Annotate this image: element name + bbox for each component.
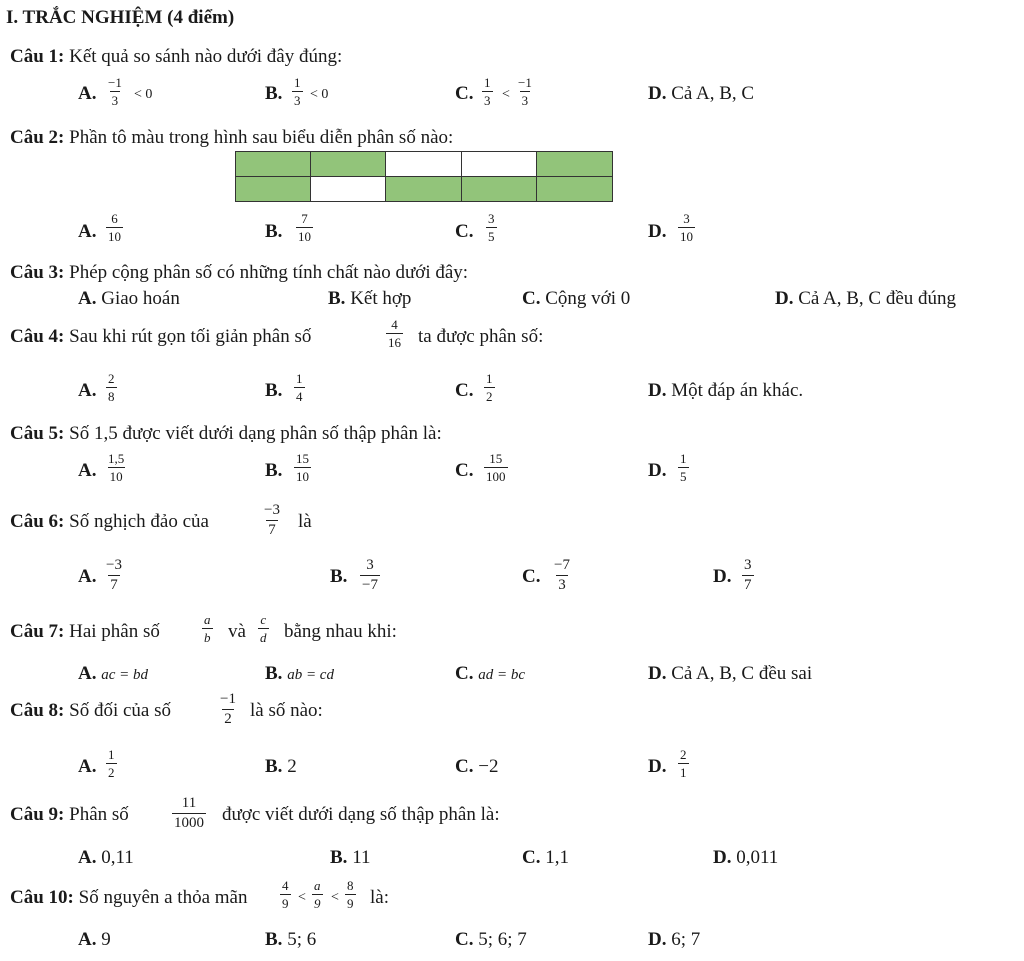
q8-option-d-label[interactable]: D. (648, 756, 667, 777)
q6-fraction: $\frac{-3}{7}$ (264, 502, 280, 538)
q9-option-c[interactable]: C. 1,1 (522, 847, 569, 868)
q8-fraction: $\frac{-1}{2}$ (220, 691, 236, 727)
q2-option-c-fraction: $\frac{3}{5}$ (488, 211, 495, 244)
q7-connector: và (228, 621, 246, 642)
figure-cell (537, 152, 612, 177)
q10-less-than-2: < (331, 890, 339, 905)
q1-option-a-relation: < 0 (134, 87, 153, 102)
shaded-rectangle-figure (235, 151, 613, 202)
q6-option-c-label[interactable]: C. (522, 566, 541, 587)
q4-option-c-fraction: $\frac{1}{2}$ (486, 371, 493, 404)
q1-option-b-fraction: $\frac{1}{3}$ (294, 75, 301, 108)
q8-option-d-fraction: $\frac{2}{1}$ (680, 747, 687, 780)
question-10: Câu 10: Số nguyên a thỏa mãn (10, 887, 248, 908)
q10-fraction-2: $\frac{a}{9}$ (314, 878, 321, 911)
q2-option-d-label[interactable]: D. (648, 221, 667, 242)
question-2: Câu 2: Phần tô màu trong hình sau biểu diễn phân số nào: (10, 127, 454, 148)
q6-option-c-fraction: $\frac{-7}{3}$ (554, 557, 570, 593)
q6-option-b-fraction: $\frac{3}{-7}$ (362, 557, 378, 593)
q5-option-d-label[interactable]: D. (648, 460, 667, 481)
q7-option-a[interactable]: A. ac = bd (78, 663, 149, 684)
q4-option-d[interactable]: D. Một đáp án khác. (648, 380, 804, 401)
q10-option-b[interactable]: B. 5; 6 (265, 929, 317, 950)
q7-fraction-2: $\frac{c}{d}$ (260, 612, 267, 645)
q10-text-after: là: (370, 887, 389, 908)
q2-option-a-fraction: $\frac{6}{10}$ (108, 211, 121, 244)
q1-option-b-label[interactable]: B. (265, 83, 283, 104)
q5-option-d-fraction: $\frac{1}{5}$ (680, 451, 687, 484)
question-7: Câu 7: Hai phân số (10, 621, 160, 642)
q8-option-c[interactable]: C. −2 (455, 756, 499, 777)
q4-option-a-label[interactable]: A. (78, 380, 97, 401)
q8-option-b[interactable]: B. 2 (265, 756, 297, 777)
q10-option-a[interactable]: A. 9 (78, 929, 111, 950)
q2-option-b-label[interactable]: B. (265, 221, 283, 242)
figure-cell (236, 152, 311, 177)
q5-option-a-label[interactable]: A. (78, 460, 97, 481)
q10-option-c[interactable]: C. 5; 6; 7 (455, 929, 527, 950)
question-5: Câu 5: Số 1,5 được viết dưới dạng phân số thập phân là: (10, 423, 442, 444)
q7-option-b[interactable]: B. ab = cd (265, 663, 334, 684)
q5-option-c-label[interactable]: C. (455, 460, 474, 481)
q1-option-c-label[interactable]: C. (455, 83, 474, 104)
q9-option-b[interactable]: B. 11 (330, 847, 371, 868)
q5-option-a-fraction: $\frac{1,5}{10}$ (108, 451, 125, 484)
figure-cell (311, 152, 386, 177)
q9-option-a[interactable]: A. 0,11 (78, 847, 134, 868)
q5-option-b-fraction: $\frac{15}{10}$ (296, 451, 309, 484)
q7-text-after: bằng nhau khi: (284, 621, 397, 642)
question-8: Câu 8: Số đối của số (10, 700, 171, 721)
q7-fraction-1: $\frac{a}{b}$ (204, 612, 211, 645)
section-title: I. TRẮC NGHIỆM (4 điểm) (6, 7, 235, 28)
question-label: Câu 1: (10, 46, 65, 67)
q9-fraction: $\frac{11}{1000}$ (174, 795, 204, 831)
figure-cell (462, 177, 537, 202)
question-6: Câu 6: Số nghịch đảo của (10, 511, 209, 532)
q9-text-after: được viết dưới dạng số thập phân là: (222, 804, 500, 825)
q1-option-c-relation: < (502, 87, 510, 102)
q7-option-d[interactable]: D. Cả A, B, C đều sai (648, 663, 813, 684)
q4-option-b-fraction: $\frac{1}{4}$ (296, 371, 303, 404)
q1-option-d[interactable]: D. Cả A, B, C (648, 83, 755, 104)
q8-text-after: là số nào: (250, 700, 323, 721)
q4-option-b-label[interactable]: B. (265, 380, 283, 401)
q6-option-d-label[interactable]: D. (713, 566, 732, 587)
q1-option-b-relation: < 0 (310, 87, 329, 102)
figure-cell (236, 177, 311, 202)
q6-text-after: là (298, 511, 312, 532)
q5-option-c-fraction: $\frac{15}{100}$ (486, 451, 506, 484)
question-4: Câu 4: Sau khi rút gọn tối giản phân số (10, 326, 312, 347)
q2-option-c-label[interactable]: C. (455, 221, 474, 242)
question-text: Kết quả so sánh nào dưới đây đúng: (69, 46, 343, 67)
q3-option-d[interactable]: D. Cả A, B, C đều đúng (775, 288, 957, 309)
figure-cell (537, 177, 612, 202)
q8-option-a-label[interactable]: A. (78, 756, 97, 777)
q5-option-b-label[interactable]: B. (265, 460, 283, 481)
question-1 (10, 47, 342, 66)
q2-option-b-fraction: $\frac{7}{10}$ (298, 211, 311, 244)
q6-option-a-label[interactable]: A. (78, 566, 97, 587)
q2-option-d-fraction: $\frac{3}{10}$ (680, 211, 693, 244)
q4-text-after: ta được phân số: (418, 326, 544, 347)
q3-option-b[interactable]: B. Kết hợp (328, 288, 412, 309)
q3-option-a[interactable]: A. Giao hoán (78, 288, 180, 309)
q4-fraction: $\frac{4}{16}$ (388, 317, 401, 350)
question-9: Câu 9: Phân số (10, 804, 129, 825)
q1-option-c-fraction-1: $\frac{1}{3}$ (484, 75, 491, 108)
question-3: Câu 3: Phép cộng phân số có những tính chất nào dưới đây: (10, 262, 469, 283)
figure-cell (311, 177, 386, 202)
figure-cell (462, 152, 537, 177)
q10-option-d[interactable]: D. 6; 7 (648, 929, 701, 950)
figure-cell (386, 177, 461, 202)
q10-fraction-1: $\frac{4}{9}$ (282, 878, 289, 911)
q6-option-a-fraction: $\frac{-3}{7}$ (106, 557, 122, 593)
q6-option-d-fraction: $\frac{3}{7}$ (744, 557, 752, 593)
q8-option-a-fraction: $\frac{1}{2}$ (108, 747, 115, 780)
q10-less-than-1: < (298, 890, 306, 905)
q1-option-a-label[interactable]: A. (78, 83, 97, 104)
q4-option-c-label[interactable]: C. (455, 380, 474, 401)
q3-option-c[interactable]: C. Cộng với 0 (522, 288, 631, 309)
q10-fraction-3: $\frac{8}{9}$ (347, 878, 354, 911)
q6-option-b-label[interactable]: B. (330, 566, 348, 587)
q2-option-a-label[interactable]: A. (78, 221, 97, 242)
q7-option-c[interactable]: C. ad = bc (455, 663, 526, 684)
q1-option-c-fraction-2: $\frac{-1}{3}$ (518, 75, 532, 108)
figure-cell (386, 152, 461, 177)
q1-option-a-fraction: $\frac{-1}{3}$ (108, 75, 122, 108)
q4-option-a-fraction: $\frac{2}{8}$ (108, 371, 115, 404)
q9-option-d[interactable]: D. 0,011 (713, 847, 779, 868)
